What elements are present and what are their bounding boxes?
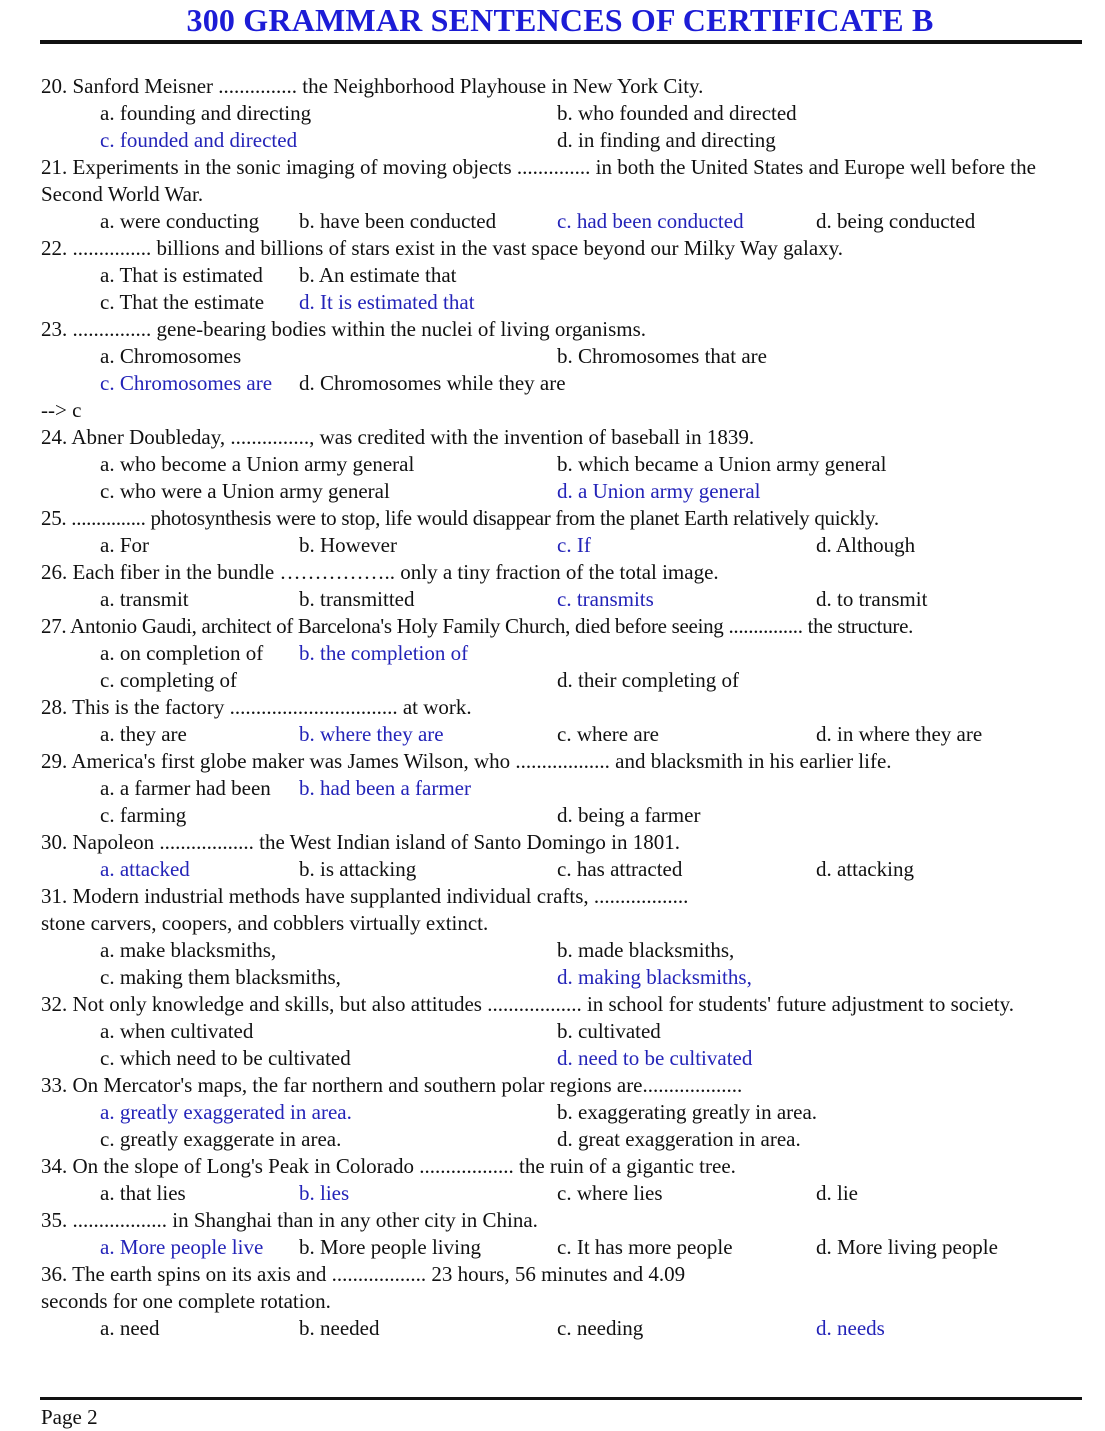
- question-20-text: 20. Sanford Meisner ............... the Neighborhood Playhouse in New York City.: [41, 74, 704, 98]
- option-21-d[interactable]: d. being conducted: [816, 209, 976, 233]
- option-34-d[interactable]: d. lie: [816, 1181, 858, 1205]
- question-32-options-row-1: [41, 1018, 1071, 1045]
- question-31-options-row-2: [41, 964, 1071, 991]
- question-27-options-row-1: [41, 640, 1071, 667]
- option-29-d[interactable]: d. being a farmer: [557, 803, 701, 827]
- question-33-text: 33. On Mercator's maps, the far northern and southern polar regions are...................: [41, 1073, 743, 1097]
- option-25-b[interactable]: b. However: [299, 533, 397, 557]
- option-32-b[interactable]: b. cultivated: [557, 1019, 661, 1043]
- question-23-options-row-2: [41, 370, 1071, 397]
- page-number: Page 2: [41, 1405, 98, 1429]
- option-28-b-correct[interactable]: b. where they are: [299, 722, 444, 746]
- question-33-options-row-1: [41, 1099, 1071, 1126]
- option-35-c[interactable]: c. It has more people: [557, 1235, 733, 1259]
- question-31-text-line-2: stone carvers, coopers, and cobblers virtually extinct.: [41, 911, 489, 935]
- question-34-options: [41, 1180, 1071, 1207]
- question-22-text: 22. ............... billions and billions of stars exist in the vast space beyond our Milky Way galaxy.: [41, 236, 844, 260]
- option-35-b[interactable]: b. More people living: [299, 1235, 481, 1259]
- option-30-b[interactable]: b. is attacking: [299, 857, 417, 881]
- header-rule: [40, 40, 1082, 44]
- option-24-b[interactable]: b. which became a Union army general: [557, 452, 887, 476]
- option-20-c-correct[interactable]: c. founded and directed: [100, 128, 298, 152]
- option-31-c[interactable]: c. making them blacksmiths,: [100, 965, 341, 989]
- question-28-text: 28. This is the factory ................................ at work.: [41, 695, 472, 719]
- page-title: 300 GRAMMAR SENTENCES OF CERTIFICATE B: [186, 2, 934, 38]
- option-35-a-correct[interactable]: a. More people live: [100, 1235, 264, 1259]
- question-34-text: 34. On the slope of Long's Peak in Colorado .................. the ruin of a gigantic tree.: [41, 1154, 736, 1178]
- option-24-c[interactable]: c. who were a Union army general: [100, 479, 390, 503]
- option-23-a[interactable]: a. Chromosomes: [100, 344, 242, 368]
- option-27-a[interactable]: a. on completion of: [100, 641, 264, 665]
- question-29-text: 29. America's first globe maker was James Wilson, who .................. and blacksmith in his earlier life.: [41, 749, 892, 773]
- option-22-b[interactable]: b. An estimate that: [299, 263, 457, 287]
- question-23-options-row-1: [41, 343, 1071, 370]
- option-30-d[interactable]: d. attacking: [816, 857, 914, 881]
- option-32-d-correct[interactable]: d. need to be cultivated: [557, 1046, 753, 1070]
- option-22-a[interactable]: a. That is estimated: [100, 263, 263, 287]
- option-33-c[interactable]: c. greatly exaggerate in area.: [100, 1127, 342, 1151]
- option-25-d[interactable]: d. Although: [816, 533, 916, 557]
- question-35-text: 35. .................. in Shanghai than in any other city in China.: [41, 1208, 538, 1232]
- option-25-a[interactable]: a. For: [100, 533, 149, 557]
- option-36-c[interactable]: c. needing: [557, 1316, 644, 1340]
- option-24-d-correct[interactable]: d. a Union army general: [557, 479, 761, 503]
- question-29-options-row-2: [41, 802, 1071, 829]
- question-32-options-row-2: [41, 1045, 1071, 1072]
- option-36-d-correct[interactable]: d. needs: [816, 1316, 885, 1340]
- question-23-text: 23. ............... gene-bearing bodies within the nuclei of living organisms.: [41, 317, 647, 341]
- option-22-d-correct[interactable]: d. It is estimated that: [299, 290, 475, 314]
- question-21-options: [41, 208, 1071, 235]
- option-21-a[interactable]: a. were conducting: [100, 209, 260, 233]
- footer-rule: [40, 1397, 1082, 1400]
- option-25-c-correct[interactable]: c. If: [557, 533, 591, 557]
- question-30-options: [41, 856, 1071, 883]
- question-list: [41, 73, 1071, 1342]
- question-27-options-row-2: [41, 667, 1071, 694]
- question-31-options-row-1: [41, 937, 1071, 964]
- option-22-c[interactable]: c. That the estimate: [100, 290, 265, 314]
- question-22-options-row-1: [41, 262, 1071, 289]
- question-24-text: 24. Abner Doubleday, ..............., was credited with the invention of baseball in 1839.: [41, 425, 755, 449]
- question-27-text: 27. Antonio Gaudi, architect of Barcelona's Holy Family Church, died before seeing ............... the structure.: [41, 614, 914, 638]
- question-36-text-line-2: seconds for one complete rotation.: [41, 1289, 331, 1313]
- question-32-text: 32. Not only knowledge and skills, but also attitudes .................. in school for students' future adjustment to society.: [41, 992, 1014, 1016]
- option-27-b-correct[interactable]: b. the completion of: [299, 641, 469, 665]
- option-26-c-correct[interactable]: c. transmits: [557, 587, 654, 611]
- option-26-b[interactable]: b. transmitted: [299, 587, 415, 611]
- option-23-c-correct[interactable]: c. Chromosomes are: [100, 371, 273, 395]
- option-28-a[interactable]: a. they are: [100, 722, 187, 746]
- option-29-b-correct[interactable]: b. had been a farmer: [299, 776, 471, 800]
- question-31-text-line-1: 31. Modern industrial methods have supplanted individual crafts, ..................: [41, 884, 689, 908]
- option-23-d[interactable]: d. Chromosomes while they are: [299, 371, 566, 395]
- question-20-options-row-2: [41, 127, 1071, 154]
- question-30-text: 30. Napoleon .................. the West Indian island of Santo Domingo in 1801.: [41, 830, 680, 854]
- question-24-options-row-1: [41, 451, 1071, 478]
- option-20-d[interactable]: d. in finding and directing: [557, 128, 776, 152]
- option-21-b[interactable]: b. have been conducted: [299, 209, 497, 233]
- option-36-b[interactable]: b. needed: [299, 1316, 380, 1340]
- option-34-b-correct[interactable]: b. lies: [299, 1181, 350, 1205]
- option-27-c[interactable]: c. completing of: [100, 668, 238, 692]
- option-31-b[interactable]: b. made blacksmiths,: [557, 938, 735, 962]
- option-28-c[interactable]: c. where are: [557, 722, 660, 746]
- question-29-options-row-1: [41, 775, 1071, 802]
- question-25-text: 25. ............... photosynthesis were to stop, life would disappear from the planet Earth relatively quickly.: [41, 506, 879, 530]
- question-22-options-row-2: [41, 289, 1071, 316]
- option-35-d[interactable]: d. More living people: [816, 1235, 998, 1259]
- question-36-options: [41, 1315, 1071, 1342]
- option-32-a[interactable]: a. when cultivated: [100, 1019, 254, 1043]
- question-33-options-row-2: [41, 1126, 1071, 1153]
- option-36-a[interactable]: a. need: [100, 1316, 160, 1340]
- option-21-c-correct[interactable]: c. had been conducted: [557, 209, 744, 233]
- option-31-d-correct[interactable]: d. making blacksmiths,: [557, 965, 752, 989]
- option-34-c[interactable]: c. where lies: [557, 1181, 663, 1205]
- option-30-c[interactable]: c. has attracted: [557, 857, 683, 881]
- option-23-b[interactable]: b. Chromosomes that are: [557, 344, 767, 368]
- option-29-a[interactable]: a. a farmer had been: [100, 776, 271, 800]
- question-24-options-row-2: [41, 478, 1071, 505]
- option-27-d[interactable]: d. their completing of: [557, 668, 739, 692]
- answer-note-23: --> c: [41, 398, 82, 422]
- question-20-options-row-1: [41, 100, 1071, 127]
- option-31-a[interactable]: a. make blacksmiths,: [100, 938, 277, 962]
- question-26-options: [41, 586, 1071, 613]
- question-35-options: [41, 1234, 1071, 1261]
- option-24-a[interactable]: a. who become a Union army general: [100, 452, 415, 476]
- option-33-b[interactable]: b. exaggerating greatly in area.: [557, 1100, 818, 1124]
- option-32-c[interactable]: c. which need to be cultivated: [100, 1046, 351, 1070]
- option-30-a-correct[interactable]: a. attacked: [100, 857, 190, 881]
- option-26-a[interactable]: a. transmit: [100, 587, 189, 611]
- option-26-d[interactable]: d. to transmit: [816, 587, 928, 611]
- question-26-text: 26. Each fiber in the bundle …………….. only a tiny fraction of the total image.: [41, 560, 719, 584]
- question-25-options: [41, 532, 1071, 559]
- question-21-text: 21. Experiments in the sonic imaging of moving objects .............. in both the United States and Europe well before the Second World War.: [41, 155, 1036, 206]
- option-20-a[interactable]: a. founding and directing: [100, 101, 312, 125]
- option-28-d[interactable]: d. in where they are: [816, 722, 983, 746]
- option-33-d[interactable]: d. great exaggeration in area.: [557, 1127, 801, 1151]
- option-33-a-correct[interactable]: a. greatly exaggerated in area.: [100, 1100, 352, 1124]
- option-34-a[interactable]: a. that lies: [100, 1181, 186, 1205]
- question-36-text-line-1: 36. The earth spins on its axis and .................. 23 hours, 56 minutes and 4.09: [41, 1262, 686, 1286]
- question-28-options: [41, 721, 1071, 748]
- option-20-b[interactable]: b. who founded and directed: [557, 101, 797, 125]
- option-29-c[interactable]: c. farming: [100, 803, 187, 827]
